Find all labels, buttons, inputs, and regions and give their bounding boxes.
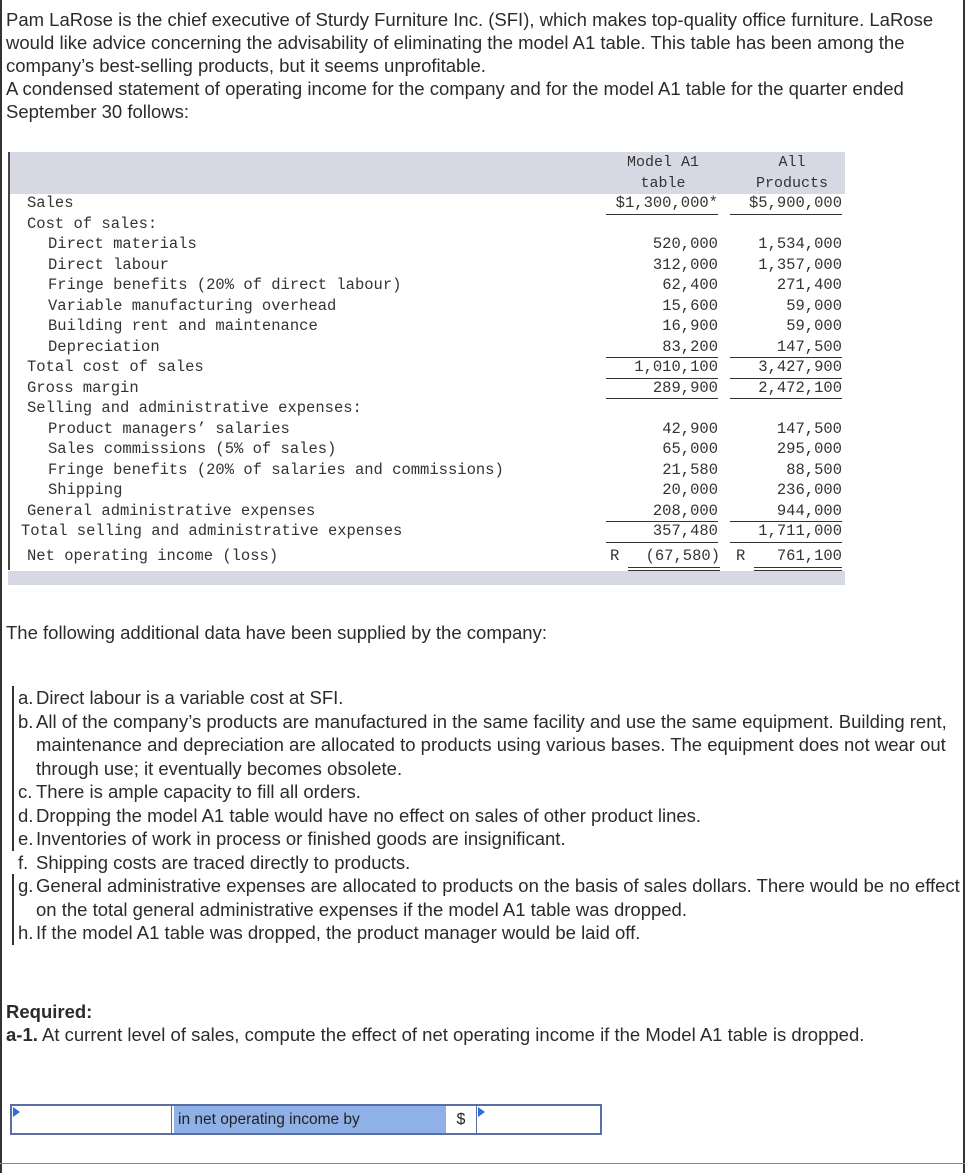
table-row — [8, 521, 845, 542]
row-value-all-products: 147,500 — [730, 337, 842, 359]
column-header-all-products — [736, 152, 848, 194]
list-item-text: General administrative expenses are allocated to products on the basis of sales dollars. There would be no effect on the total general administrative expenses if the model A1 table was dropped. — [36, 875, 960, 920]
row-value-model-a1: (67,580) — [628, 546, 720, 571]
column-header-all-products-line1: All — [778, 154, 806, 171]
table-row — [8, 234, 845, 255]
intro-paragraph-2: A condensed statement of operating income for the company and for the model A1 table for the quarter ended September 30 follows: — [6, 78, 904, 122]
row-label: Fringe benefits (20% of salaries and commissions) — [48, 460, 504, 479]
row-value-all-products: 147,500 — [776, 419, 842, 438]
table-row — [8, 460, 845, 481]
row-label: Sales — [27, 194, 74, 212]
row-label: Total selling and administrative expenses — [21, 522, 403, 540]
problem-intro — [6, 8, 961, 123]
currency-prefix-all-products: R — [736, 547, 746, 565]
list-item-letter: d. — [18, 804, 34, 826]
column-header-model-a1-line1: Model A1 — [626, 154, 699, 171]
row-label: Product managers’ salaries — [48, 419, 290, 438]
column-header-all-products-line2: Products — [755, 175, 828, 192]
row-label: Variable manufacturing overhead — [48, 296, 337, 315]
table-row — [8, 398, 845, 419]
list-item-letter: c. — [18, 781, 33, 802]
row-value-all-products: 236,000 — [776, 481, 842, 499]
row-value-model-a1: 289,900 — [606, 378, 718, 400]
list-item-text: Inventories of work in process or finished goods are insignificant. — [36, 828, 566, 849]
table-row — [8, 378, 845, 399]
list-item — [12, 827, 967, 851]
part-text: At current level of sales, compute the effect of net operating income if the Model A1 table is dropped. — [42, 1024, 865, 1045]
row-value-all-products: 1,357,000 — [758, 255, 842, 274]
table-row — [8, 337, 845, 358]
row-label: Net operating income (loss) — [27, 547, 279, 565]
intro-paragraph-1: Pam LaRose is the chief executive of Sturdy Furniture Inc. (SFI), which makes top-quality office furniture. LaRose would like advice concerning the advisability of eliminating the model A1 table. This table has been among the company’s best-selling products, but it seems unprofitable. — [6, 9, 934, 76]
list-item — [12, 780, 967, 804]
row-value-all-products: 271,400 — [776, 276, 842, 294]
row-label: Building rent and maintenance — [48, 317, 318, 335]
row-label: General administrative expenses — [27, 501, 316, 520]
column-header-model-a1 — [608, 152, 718, 194]
row-label: Gross margin — [27, 378, 139, 397]
list-item — [12, 686, 967, 710]
table-row — [8, 439, 845, 460]
list-item-letter: f. — [18, 851, 29, 873]
list-item-text: There is ample capacity to fill all orders. — [36, 781, 361, 802]
currency-prefix-model-a1: R — [610, 547, 620, 565]
row-label: Depreciation — [48, 337, 160, 356]
list-item — [12, 921, 967, 945]
list-item-text: All of the company’s products are manufactured in the same facility and use the same equipment. Building rent, maintenance and depreciation are allocated to products using various bases. The equipment does not wear out through use; it eventually becomes obsolete. — [36, 710, 947, 779]
additional-data-intro: The following additional data have been supplied by the company: — [6, 622, 547, 643]
table-row — [8, 193, 845, 214]
row-label: Selling and administrative expenses: — [27, 399, 362, 417]
table-row — [8, 480, 845, 501]
row-value-all-products: 1,534,000 — [758, 235, 842, 253]
list-item-text: If the model A1 table was dropped, the product manager would be laid off. — [36, 922, 641, 943]
row-label: Shipping — [48, 481, 123, 499]
row-value-model-a1: 16,900 — [662, 317, 718, 335]
row-value-all-products: 59,000 — [786, 317, 842, 335]
list-item-letter: h. — [18, 922, 34, 943]
table-row — [8, 501, 845, 522]
row-label: Fringe benefits (20% of direct labour) — [48, 276, 402, 294]
list-item-text: Dropping the model A1 table would have no effect on sales of other product lines. — [36, 804, 702, 826]
row-value-model-a1: 83,200 — [606, 337, 718, 359]
row-value-all-products: 944,000 — [730, 501, 842, 523]
row-value-model-a1: 312,000 — [652, 255, 718, 274]
row-value-model-a1: 357,480 — [606, 521, 718, 543]
list-item — [12, 851, 967, 875]
bottom-divider — [0, 1163, 965, 1174]
table-row — [8, 316, 845, 337]
table-row — [8, 296, 845, 317]
answer-label: in net operating income by — [174, 1106, 446, 1133]
row-value-model-a1: 65,000 — [662, 440, 718, 458]
column-header-model-a1-line2: table — [640, 175, 686, 192]
row-value-model-a1: 20,000 — [662, 481, 718, 499]
list-item-letter: a. — [18, 687, 34, 708]
list-item-letter: g. — [18, 875, 34, 896]
dropdown-marker-icon — [13, 1107, 20, 1117]
amount-input[interactable] — [476, 1106, 600, 1133]
table-row — [8, 357, 845, 378]
row-label: Direct labour — [48, 255, 169, 274]
row-label: Cost of sales: — [27, 214, 158, 233]
row-value-model-a1: 42,900 — [662, 419, 718, 438]
currency-symbol: $ — [456, 1111, 466, 1128]
required-section — [6, 1000, 961, 1046]
row-value-all-products: 1,711,000 — [730, 521, 842, 543]
table-row — [8, 419, 845, 440]
row-value-model-a1: 520,000 — [652, 235, 718, 253]
row-value-model-a1: $1,300,000* — [606, 193, 718, 215]
list-item — [12, 804, 967, 828]
input-marker-icon — [478, 1107, 485, 1117]
row-value-all-products: $5,900,000 — [730, 193, 842, 215]
table-row — [8, 255, 845, 276]
list-item-letter: e. — [18, 828, 34, 849]
list-item-letter: b. — [18, 710, 34, 732]
table-header-band — [8, 152, 845, 194]
part-label: a-1. — [6, 1024, 38, 1045]
row-value-model-a1: 208,000 — [606, 501, 718, 523]
list-item-text: Shipping costs are traced directly to products. — [36, 851, 411, 873]
list-item — [12, 710, 967, 781]
required-heading: Required: — [6, 1001, 93, 1022]
row-value-model-a1: 21,580 — [662, 460, 718, 479]
row-value-all-products: 88,500 — [786, 460, 842, 479]
table-row-net-income — [8, 546, 845, 570]
list-item — [12, 874, 967, 921]
income-statement-table — [8, 152, 845, 585]
row-value-all-products: 59,000 — [786, 296, 842, 315]
row-value-all-products: 3,427,900 — [730, 357, 842, 379]
row-value-model-a1: 1,010,100 — [606, 357, 718, 379]
row-label: Total cost of sales — [27, 358, 204, 376]
list-item-text: Direct labour is a variable cost at SFI. — [36, 687, 344, 708]
row-value-model-a1: 62,400 — [662, 276, 718, 294]
table-row — [8, 275, 845, 296]
answer-row — [10, 1104, 602, 1135]
row-label: Direct materials — [48, 235, 197, 253]
additional-data-list — [12, 686, 967, 945]
row-value-all-products: 761,100 — [754, 546, 842, 571]
row-value-all-products: 2,472,100 — [730, 378, 842, 400]
table-footer-band — [8, 571, 845, 585]
row-label: Sales commissions (5% of sales) — [48, 440, 337, 458]
row-value-model-a1: 15,600 — [662, 296, 718, 315]
table-row — [8, 214, 845, 235]
row-value-all-products: 295,000 — [776, 440, 842, 458]
effect-select[interactable] — [12, 1106, 172, 1133]
